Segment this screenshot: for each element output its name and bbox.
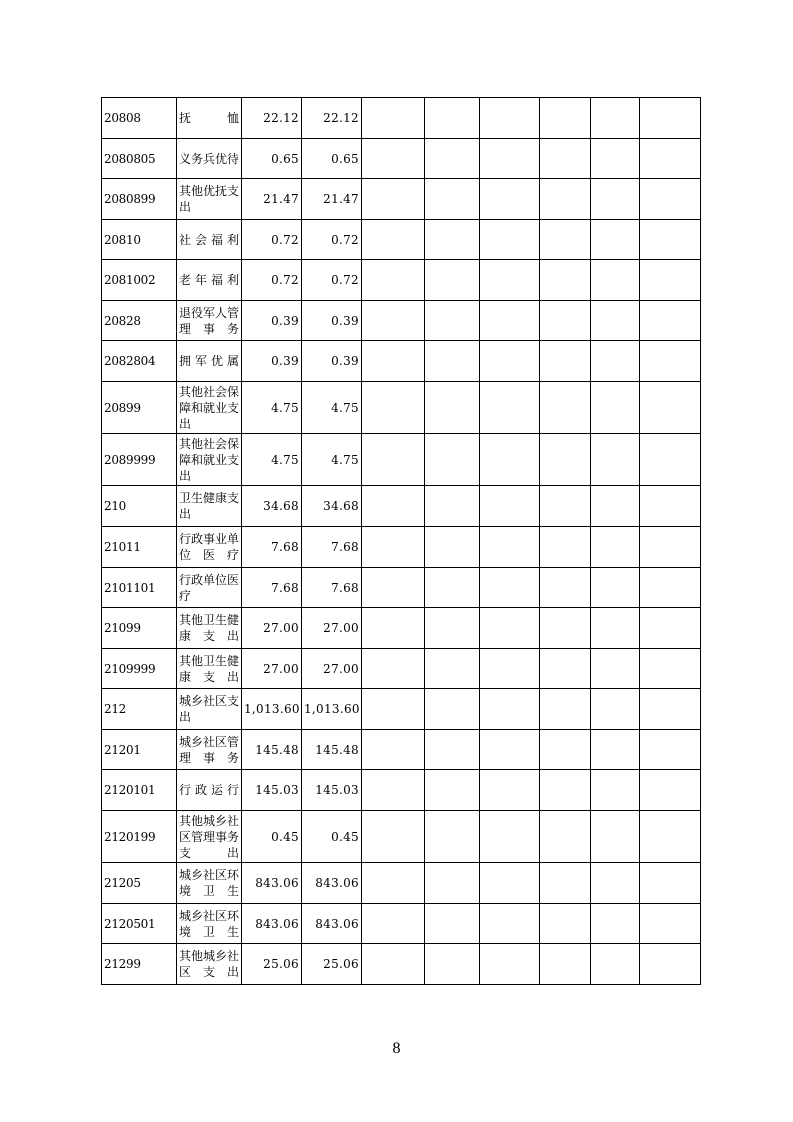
empty-cell [591,301,640,341]
empty-cell [362,301,425,341]
empty-cell [425,944,480,985]
empty-cell [425,568,480,608]
empty-cell [425,770,480,811]
row-name: 义务兵优待 [177,139,242,179]
row-value-1: 4.75 [242,434,302,486]
table-row [102,904,701,944]
row-value-1: 27.00 [242,649,302,689]
empty-cell [591,179,640,220]
empty-cell [540,730,591,770]
empty-cell [591,139,640,179]
row-value-1: 25.06 [242,944,302,985]
empty-cell [425,139,480,179]
empty-cell [540,770,591,811]
row-code: 21205 [102,863,177,904]
empty-cell [362,486,425,527]
row-value-1: 0.39 [242,301,302,341]
empty-cell [362,139,425,179]
empty-cell [362,260,425,301]
table-row [102,863,701,904]
empty-cell [362,179,425,220]
row-value-1: 0.72 [242,220,302,260]
empty-cell [480,382,540,434]
empty-cell [540,863,591,904]
empty-cell [640,608,701,649]
empty-cell [640,811,701,863]
row-code: 210 [102,486,177,527]
empty-cell [640,689,701,730]
empty-cell [480,904,540,944]
row-value-1: 27.00 [242,608,302,649]
empty-cell [362,608,425,649]
row-name: 城乡社区环境卫生 [177,904,242,944]
empty-cell [591,811,640,863]
empty-cell [425,730,480,770]
budget-table [101,97,701,985]
empty-cell [480,98,540,139]
empty-cell [591,98,640,139]
table-row [102,260,701,301]
empty-cell [640,730,701,770]
empty-cell [640,770,701,811]
empty-cell [640,904,701,944]
empty-cell [480,811,540,863]
empty-cell [640,434,701,486]
row-value-1: 0.39 [242,341,302,382]
table-row [102,608,701,649]
empty-cell [362,689,425,730]
empty-cell [591,434,640,486]
row-value-2: 4.75 [302,434,362,486]
row-value-2: 1,013.60 [302,689,362,730]
table-row [102,811,701,863]
row-name: 行政单位医疗 [177,568,242,608]
row-code: 20828 [102,301,177,341]
empty-cell [540,486,591,527]
row-value-2: 0.65 [302,139,362,179]
empty-cell [540,811,591,863]
empty-cell [362,382,425,434]
row-value-1: 843.06 [242,904,302,944]
table-row [102,486,701,527]
empty-cell [425,260,480,301]
empty-cell [425,811,480,863]
row-code: 2120199 [102,811,177,863]
row-value-2: 25.06 [302,944,362,985]
table-row [102,770,701,811]
empty-cell [425,98,480,139]
row-name: 退役军人管理事务 [177,301,242,341]
table-row [102,434,701,486]
empty-cell [480,434,540,486]
row-name: 行政事业单位医疗 [177,527,242,568]
empty-cell [362,863,425,904]
empty-cell [640,649,701,689]
empty-cell [480,220,540,260]
row-name: 老年福利 [177,260,242,301]
row-name: 其他城乡社区支出 [177,944,242,985]
table-row [102,220,701,260]
empty-cell [540,260,591,301]
row-value-1: 4.75 [242,382,302,434]
empty-cell [640,341,701,382]
row-value-1: 0.45 [242,811,302,863]
row-code: 2120501 [102,904,177,944]
row-value-1: 1,013.60 [242,689,302,730]
empty-cell [540,341,591,382]
table-row [102,341,701,382]
row-code: 21299 [102,944,177,985]
row-value-1: 0.72 [242,260,302,301]
row-code: 21099 [102,608,177,649]
empty-cell [425,486,480,527]
row-code: 2082804 [102,341,177,382]
empty-cell [362,649,425,689]
row-name: 社会福利 [177,220,242,260]
empty-cell [640,98,701,139]
empty-cell [425,904,480,944]
empty-cell [425,608,480,649]
table-row [102,179,701,220]
empty-cell [425,179,480,220]
empty-cell [540,608,591,649]
table-row [102,527,701,568]
empty-cell [540,220,591,260]
empty-cell [480,341,540,382]
row-name: 城乡社区环境卫生 [177,863,242,904]
empty-cell [640,260,701,301]
empty-cell [640,179,701,220]
row-value-2: 7.68 [302,527,362,568]
table-row [102,301,701,341]
empty-cell [362,220,425,260]
empty-cell [362,527,425,568]
row-value-2: 0.72 [302,260,362,301]
row-value-1: 21.47 [242,179,302,220]
row-name: 其他优抚支出 [177,179,242,220]
empty-cell [640,382,701,434]
empty-cell [480,179,540,220]
empty-cell [362,434,425,486]
table-row [102,689,701,730]
empty-cell [640,568,701,608]
table-row [102,649,701,689]
row-name: 卫生健康支出 [177,486,242,527]
empty-cell [480,649,540,689]
table-row [102,382,701,434]
row-name: 其他卫生健康支出 [177,649,242,689]
row-name: 城乡社区支出 [177,689,242,730]
row-name: 行政运行 [177,770,242,811]
row-value-2: 27.00 [302,608,362,649]
empty-cell [591,568,640,608]
empty-cell [362,770,425,811]
empty-cell [425,527,480,568]
empty-cell [591,220,640,260]
row-code: 20899 [102,382,177,434]
empty-cell [425,341,480,382]
table-row [102,568,701,608]
row-value-1: 145.48 [242,730,302,770]
empty-cell [540,434,591,486]
empty-cell [640,863,701,904]
table-row [102,139,701,179]
row-value-1: 7.68 [242,568,302,608]
empty-cell [591,689,640,730]
row-code: 2109999 [102,649,177,689]
row-value-2: 843.06 [302,863,362,904]
empty-cell [540,649,591,689]
empty-cell [591,486,640,527]
empty-cell [480,944,540,985]
empty-cell [425,434,480,486]
empty-cell [362,904,425,944]
table-row [102,730,701,770]
row-value-2: 145.48 [302,730,362,770]
empty-cell [540,382,591,434]
empty-cell [362,98,425,139]
empty-cell [425,301,480,341]
row-value-1: 843.06 [242,863,302,904]
row-value-2: 34.68 [302,486,362,527]
row-value-2: 0.45 [302,811,362,863]
empty-cell [591,649,640,689]
empty-cell [480,863,540,904]
empty-cell [425,863,480,904]
empty-cell [480,608,540,649]
row-value-2: 843.06 [302,904,362,944]
empty-cell [362,341,425,382]
empty-cell [425,649,480,689]
empty-cell [591,608,640,649]
row-name: 其他社会保障和就业支出 [177,434,242,486]
empty-cell [540,944,591,985]
empty-cell [591,904,640,944]
row-code: 21011 [102,527,177,568]
empty-cell [640,527,701,568]
row-value-2: 0.39 [302,301,362,341]
row-value-2: 21.47 [302,179,362,220]
row-value-2: 0.72 [302,220,362,260]
row-value-1: 7.68 [242,527,302,568]
row-name: 拥军优属 [177,341,242,382]
empty-cell [591,260,640,301]
empty-cell [425,689,480,730]
row-name: 抚恤 [177,98,242,139]
row-value-2: 4.75 [302,382,362,434]
empty-cell [640,486,701,527]
empty-cell [480,568,540,608]
row-name: 其他社会保障和就业支出 [177,382,242,434]
empty-cell [540,568,591,608]
empty-cell [591,944,640,985]
row-code: 212 [102,689,177,730]
empty-cell [480,770,540,811]
row-value-1: 34.68 [242,486,302,527]
row-name: 其他卫生健康支出 [177,608,242,649]
row-code: 2080805 [102,139,177,179]
empty-cell [540,689,591,730]
empty-cell [591,341,640,382]
empty-cell [540,904,591,944]
row-code: 2081002 [102,260,177,301]
row-value-1: 22.12 [242,98,302,139]
empty-cell [425,382,480,434]
empty-cell [640,944,701,985]
empty-cell [591,527,640,568]
row-code: 20808 [102,98,177,139]
row-code: 2089999 [102,434,177,486]
empty-cell [425,220,480,260]
empty-cell [480,730,540,770]
empty-cell [540,301,591,341]
row-value-2: 0.39 [302,341,362,382]
empty-cell [480,139,540,179]
empty-cell [640,301,701,341]
empty-cell [480,486,540,527]
page-number: 8 [392,1040,401,1057]
row-code: 2120101 [102,770,177,811]
row-value-2: 27.00 [302,649,362,689]
row-code: 2101101 [102,568,177,608]
empty-cell [640,139,701,179]
empty-cell [362,730,425,770]
row-code: 20810 [102,220,177,260]
row-value-2: 145.03 [302,770,362,811]
empty-cell [540,139,591,179]
row-code: 21201 [102,730,177,770]
empty-cell [480,260,540,301]
empty-cell [591,863,640,904]
empty-cell [362,568,425,608]
row-value-1: 0.65 [242,139,302,179]
empty-cell [480,689,540,730]
table-body [102,98,701,985]
empty-cell [640,220,701,260]
row-value-1: 145.03 [242,770,302,811]
table-row [102,944,701,985]
row-name: 其他城乡社区管理事务支出 [177,811,242,863]
empty-cell [362,944,425,985]
row-value-2: 7.68 [302,568,362,608]
table-row [102,98,701,139]
empty-cell [540,98,591,139]
empty-cell [362,811,425,863]
empty-cell [480,301,540,341]
row-value-2: 22.12 [302,98,362,139]
empty-cell [591,382,640,434]
empty-cell [591,730,640,770]
empty-cell [540,527,591,568]
row-code: 2080899 [102,179,177,220]
empty-cell [540,179,591,220]
row-name: 城乡社区管理事务 [177,730,242,770]
empty-cell [591,770,640,811]
empty-cell [480,527,540,568]
